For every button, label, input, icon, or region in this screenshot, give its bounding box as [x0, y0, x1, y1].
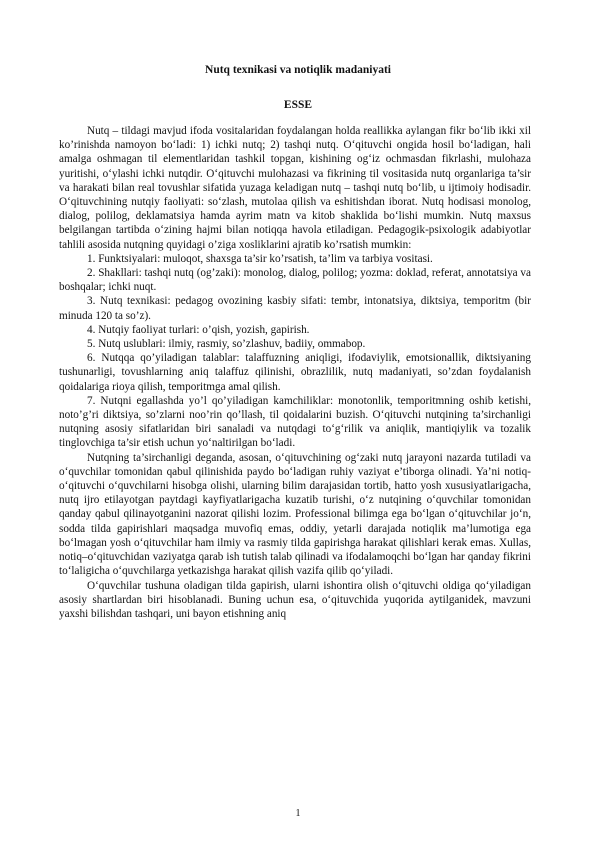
list-item-functions: 1. Funktsiyalari: muloqot, shaxsga ta’sir ko’rsatish, ta’lim va tarbiya vositasi. [87, 252, 433, 265]
document-subtitle: ESSE [283, 99, 313, 111]
document-body [59, 124, 531, 621]
page-number: 1 [295, 808, 301, 819]
document-title: Nutq texnikasi va notiqlik madaniyati [205, 64, 391, 76]
list-item-styles: 5. Nutq uslublari: ilmiy, rasmiy, so’zlashuv, badiiy, ommabop. [87, 338, 366, 351]
paragraph-effectiveness: Nutqning ta’sirchanligi deganda, asosan, o‘qituvchining og‘zaki nutq jarayoni nazarda tutiladi va o‘quvchilar tomonidan qabul qilinishida paydo bo‘ladigan ruhiy vaziyat e’tiborga olinadi. Ya’ni notiq-o‘qituvchi o‘quvchilarni hisobga olishi, ularning bilim darajasidan tortib, hatto yosh xususiyatlarigacha, nutq ijro etilayotgan paytdagi kayfiyatlarigacha kuzatib turishi, o‘z nutqining o‘quvchilar tomonidan qanday qabul qilinayotganini nazorat qilishi lozim. Professional bilimga ega bo‘lgan o‘qituvchilar jo‘n, sodda tilda gapirishlari maqsadga muvofiq emas, oddiy, yetarli darajada notiqlik ma’lumotiga ega bo‘lmagan yosh o‘qituvchilar ham ilmiy va rasmiy tilda gapirishga harakat qilishlari kerak emas. Xullas, notiq–o‘qituvchidan vaziyatga qarab ish tutish talab qilinadi va ifodalamoqchi bo‘lgan har qanday fikrini to‘laligicha o‘quvchilarga yetkazishga harakat qilish vazifa qilib qo‘yiladi. [59, 451, 531, 578]
paragraph-intro: Nutq – tildagi mavjud ifoda vositalaridan foydalangan holda reallikka aylangan fikr bo‘lib ikki xil ko’rinishda namoyon bo‘ladi: 1) ichki nutq; 2) tashqi nutq. O‘qituvchi ongida hosil bo‘ladigan, hali amalga oshmagan til elementlaridan tashkil topgan, kishining og‘iz ochmasdan fikrlashi, mulohaza yuritishi, o‘ylashi ichki nutqdir. O‘qituvchi mulohazasi va fikrining til vositasida nutq organlariga ta’sir va harakati bilan real tovushlar sifatida yuzaga keladigan nutq – tashqi nutq bo‘lib, u ijtimoiy hodisadir. O‘qituvchining nutqiy faoliyati: so‘zlash, mutolaa qilish va eshitishdan iborat. Nutq hodisasi monolog, dialog, polilog, deklamatsiya hamda ayrim matn va kitob shaklida bo‘lishi mumkin. Nutq maxsus belgilangan tartibda o‘zining hajmi bilan notiqqa havola etiladigan. Pedagogik-psixologik adabiyotlar tahlili asosida nutqning quyidagi o’ziga xosliklarini ajratib ko’rsatish mumkin: [59, 125, 531, 251]
list-item-activity-types: 4. Nutqiy faoliyat turlari: o’qish, yozish, gapirish. [87, 323, 310, 336]
paragraph-understanding: O‘quvchilar tushuna oladigan tilda gapirish, ularni ishontira olish o‘qituvchi oldiga qo‘yiladigan asosiy shartlardan biri hisoblanadi. Buning uchun esa, o‘qituvchida yuqorida aytilganidek, mavzuni yaxshi bilishdan tashqari, uni bayon etishning aniq [59, 579, 531, 620]
list-item-shortcomings: 7. Nutqni egallashda yo’l qo’yiladigan kamchiliklar: monotonlik, temporitmning oshib ketishi, noto’g’ri diktsiya, so’zlarni noo’rin qo’llash, til qoidalarini buzish. O‘qituvchi nutqining ta’sirchanligi nutqning asosiy sifatlaridan biri sanaladi va nutqdagi to‘g‘rilik va aniqlik, mantiqiylik va tozalik tinglovchiga ta’sir etish uchun yo‘naltirilgan bo‘ladi. [59, 394, 531, 450]
list-item-technique: 3. Nutq texnikasi: pedagog ovozining kasbiy sifati: tembr, intonatsiya, diktsiya, temporitm (bir minuda 120 ta so’z). [59, 295, 531, 322]
list-item-requirements: 6. Nutqqa qo’yiladigan talablar: talaffuzning aniqligi, ifodaviylik, emotsionallik, diktsiyaning tushunarligi, tovushlarning aniq talaffuz qilinishi, obrazlilik, nutq madaniyati, so’zdan foydalanish qoidalariga rioya qilish, temporitmga amal qilish. [59, 352, 531, 393]
list-item-forms: 2. Shakllari: tashqi nutq (og’zaki): monolog, dialog, polilog; yozma: doklad, referat, annotatsiya va boshqalar; ichki nuqt. [59, 267, 531, 294]
